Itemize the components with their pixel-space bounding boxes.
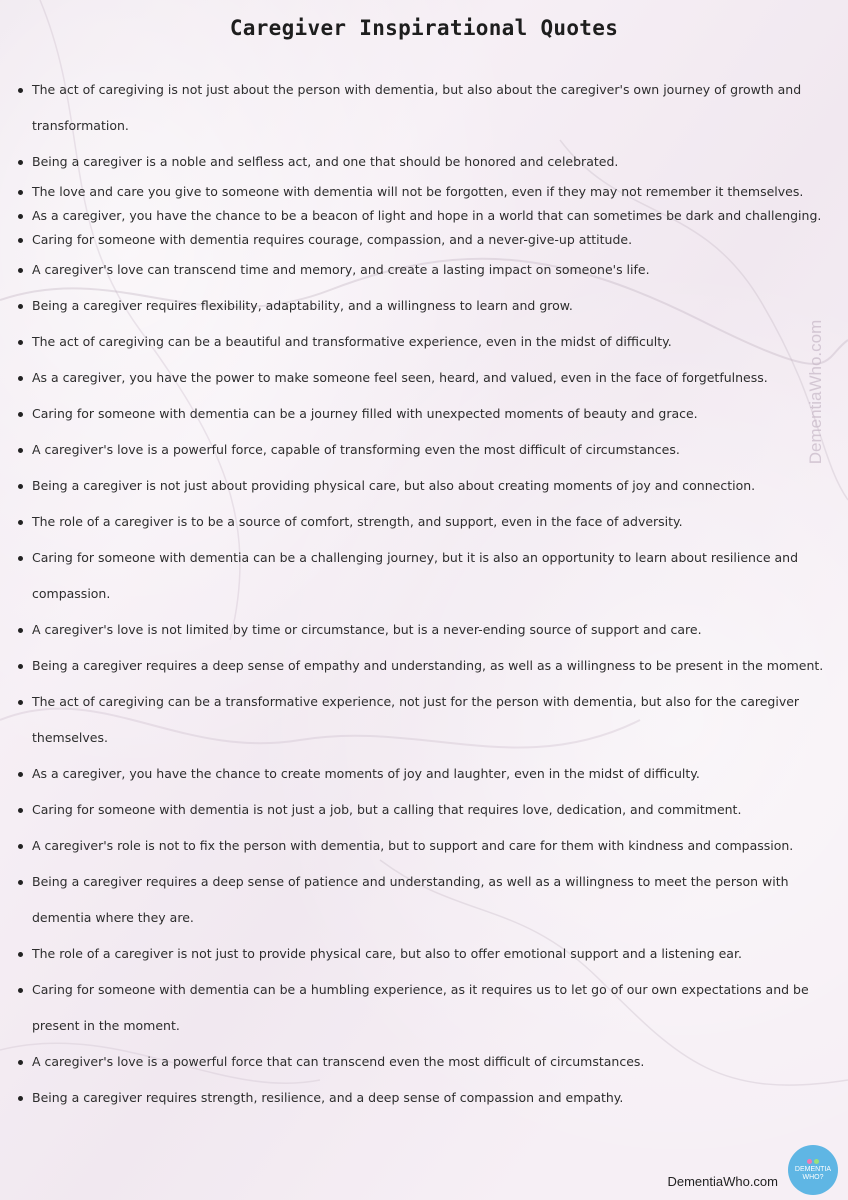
logo-text-line2: WHO? xyxy=(802,1173,824,1181)
list-item: Caring for someone with dementia can be a challenging journey, but it is also an opportunity to learn about resilience and compassion. xyxy=(14,540,829,612)
list-item: Caring for someone with dementia can be a humbling experience, as it requires us to let go of our own expectations and be present in the moment. xyxy=(14,972,829,1044)
list-item: As a caregiver, you have the chance to be a beacon of light and hope in a world that can sometimes be dark and challenging. xyxy=(14,204,829,228)
list-item: The act of caregiving is not just about the person with dementia, but also about the caregiver's own journey of growth and transformation. xyxy=(14,72,829,144)
list-item: A caregiver's love is a powerful force, capable of transforming even the most difficult of circumstances. xyxy=(14,432,829,468)
list-item: Being a caregiver requires a deep sense of empathy and understanding, as well as a willingness to be present in the moment. xyxy=(14,648,829,684)
list-item: Being a caregiver requires strength, resilience, and a deep sense of compassion and empathy. xyxy=(14,1080,829,1116)
list-item: A caregiver's love can transcend time and memory, and create a lasting impact on someone's life. xyxy=(14,252,829,288)
side-watermark: DementiaWho.com xyxy=(806,319,825,465)
list-item: Being a caregiver is a noble and selfless act, and one that should be honored and celebrated. xyxy=(14,144,829,180)
list-item: Being a caregiver requires flexibility, adaptability, and a willingness to learn and grow. xyxy=(14,288,829,324)
list-item: A caregiver's love is not limited by time or circumstance, but is a never-ending source of support and care. xyxy=(14,612,829,648)
list-item: The role of a caregiver is not just to provide physical care, but also to offer emotional support and a listening ear. xyxy=(14,936,829,972)
list-item: As a caregiver, you have the power to make someone feel seen, heard, and valued, even in the face of forgetfulness. xyxy=(14,360,829,396)
quote-list xyxy=(14,72,829,1116)
list-item: Caring for someone with dementia can be a journey filled with unexpected moments of beauty and grace. xyxy=(14,396,829,432)
page-title: Caregiver Inspirational Quotes xyxy=(229,16,619,40)
list-item: Being a caregiver is not just about providing physical care, but also about creating moments of joy and connection. xyxy=(14,468,829,504)
list-item: Caring for someone with dementia requires courage, compassion, and a never-give-up attitude. xyxy=(14,228,829,252)
list-item: The love and care you give to someone with dementia will not be forgotten, even if they may not remember it themselves. xyxy=(14,180,829,204)
list-item: The act of caregiving can be a transformative experience, not just for the person with dementia, but also for the caregiver themselves. xyxy=(14,684,829,756)
footer-site-link[interactable]: DementiaWho.com xyxy=(667,1174,778,1189)
dementia-who-logo[interactable] xyxy=(788,1145,838,1195)
list-item: Being a caregiver requires a deep sense of patience and understanding, as well as a willingness to meet the person with dementia where they are. xyxy=(14,864,829,936)
list-item: The act of caregiving can be a beautiful and transformative experience, even in the midst of difficulty. xyxy=(14,324,829,360)
list-item: As a caregiver, you have the chance to create moments of joy and laughter, even in the midst of difficulty. xyxy=(14,756,829,792)
logo-dots-icon xyxy=(807,1159,819,1164)
list-item: Caring for someone with dementia is not just a job, but a calling that requires love, dedication, and commitment. xyxy=(14,792,829,828)
logo-text-line1: DEMENTIA xyxy=(794,1165,832,1173)
list-item: A caregiver's role is not to fix the person with dementia, but to support and care for them with kindness and compassion. xyxy=(14,828,829,864)
list-item: The role of a caregiver is to be a source of comfort, strength, and support, even in the face of adversity. xyxy=(14,504,829,540)
list-item: A caregiver's love is a powerful force that can transcend even the most difficult of circumstances. xyxy=(14,1044,829,1080)
